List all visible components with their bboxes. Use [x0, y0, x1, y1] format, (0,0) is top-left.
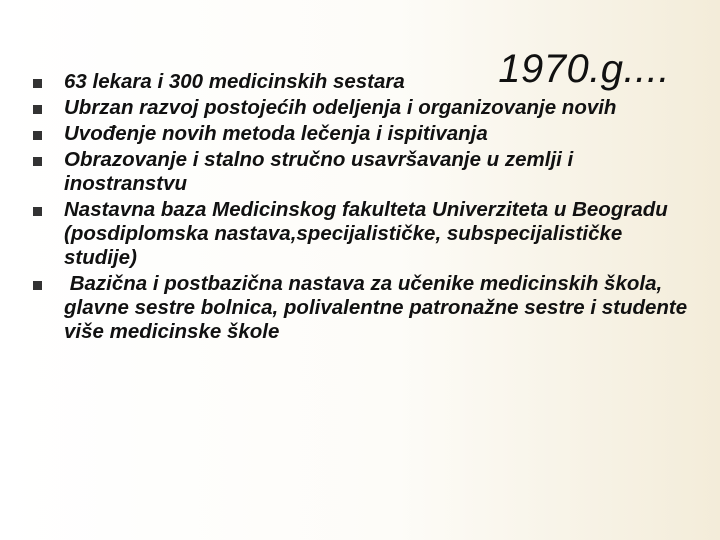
bullet-item: [28, 96, 688, 120]
bullet-item: [28, 122, 688, 146]
square-bullet-icon: [33, 281, 42, 290]
square-bullet-icon: [33, 79, 42, 88]
bullet-item: [28, 198, 688, 270]
bullet-list: [28, 70, 693, 346]
bullet-item: [28, 70, 688, 94]
bullet-text: Nastavna baza Medicinskog fakulteta Univerziteta u Beogradu (posdiplomska nastava,specijalističke, subspecijalističke studije): [64, 198, 674, 269]
square-bullet-icon: [33, 131, 42, 140]
slide-title: 1970.g....: [498, 46, 670, 91]
bullet-text: Uvođenje novih metoda lečenja i ispitivanja: [64, 122, 488, 145]
square-bullet-icon: [33, 105, 42, 114]
bullet-text: 63 lekara i 300 medicinskih sestara: [64, 70, 405, 93]
bullet-text: Ubrzan razvoj postojećih odeljenja i organizovanje novih: [64, 96, 617, 119]
bullet-text: Bazična i postbazična nastava za učenike medicinskih škola, glavne sestre bolnica, polivalentne patronažne sestre i studente više medicinske škole: [64, 272, 693, 343]
square-bullet-icon: [33, 157, 42, 166]
bullet-item: [28, 272, 693, 344]
bullet-item: [28, 148, 688, 196]
square-bullet-icon: [33, 207, 42, 216]
bullet-text: Obrazovanje i stalno stručno usavršavanje u zemlji i inostranstvu: [64, 148, 579, 195]
